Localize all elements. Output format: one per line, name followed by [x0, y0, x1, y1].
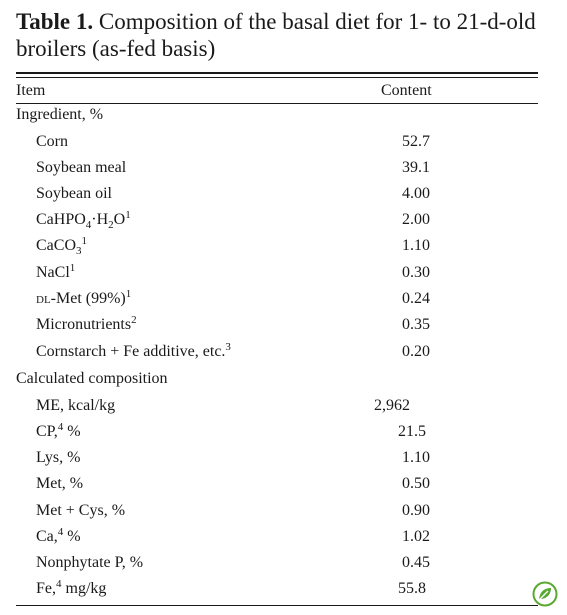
table-row — [0, 133, 567, 159]
row-value: 1.10 — [402, 449, 430, 466]
table-row — [0, 343, 567, 369]
row-value: 0.45 — [402, 554, 430, 571]
row-label: Nonphytate P, % — [36, 554, 144, 571]
row-label: Cornstarch + Fe additive, etc.$^3$ — [36, 341, 231, 360]
row-label: CaCO$_3^1$ — [36, 235, 87, 257]
column-header-item: Item — [16, 82, 46, 99]
row-value: 39.1 — [402, 159, 430, 176]
row-value: 1.10 — [402, 237, 430, 254]
table-caption — [16, 8, 546, 62]
table-row — [0, 502, 567, 528]
row-label: Micronutrients$^2$ — [36, 314, 137, 333]
row-label: Lys, % — [36, 449, 81, 466]
table-row — [0, 316, 567, 342]
row-value: 4.00 — [402, 185, 430, 202]
table-row — [0, 475, 567, 501]
top-rule-thin — [16, 77, 538, 78]
row-value: 0.90 — [402, 502, 430, 519]
row-value: 21.5 — [398, 423, 426, 440]
table-label: Table 1. — [16, 9, 94, 34]
row-label: Soybean meal — [36, 159, 127, 176]
table-title: Composition of the basal diet for 1- to 21-d-old broilers (as-fed basis) — [16, 9, 536, 61]
table-row — [0, 211, 567, 237]
row-value: 0.50 — [402, 475, 430, 492]
table-row — [0, 290, 567, 316]
row-value: 2.00 — [402, 211, 430, 228]
row-label: $CaHPO_4\cdot H_2O^1$ — [36, 209, 131, 231]
row-label: Ca,$^4$ % — [36, 526, 81, 545]
table-row — [0, 397, 567, 423]
table-row — [0, 237, 567, 263]
row-label: Met + Cys, % — [36, 502, 126, 519]
row-label: Fe,$^4$ mg/kg — [36, 578, 107, 597]
table-row — [0, 185, 567, 211]
row-label: Met, % — [36, 475, 84, 492]
table-row — [0, 449, 567, 475]
row-value: 0.30 — [402, 264, 430, 281]
header-rule — [16, 103, 538, 104]
bottom-rule — [16, 605, 538, 606]
row-label: CP,$^4$ % — [36, 421, 81, 440]
row-value: 0.20 — [402, 343, 430, 360]
table-row — [0, 554, 567, 580]
row-label: dl-Met $(99\%)^1$ — [36, 288, 132, 307]
leaf-logo-icon — [532, 581, 558, 607]
row-value: 1.02 — [402, 528, 430, 545]
top-rule — [16, 72, 538, 74]
row-label: ME, kcal/kg — [36, 397, 116, 414]
table-row — [0, 528, 567, 554]
section-title: Ingredient, % — [16, 106, 104, 123]
row-label: Corn — [36, 133, 68, 150]
row-label: NaCl$^1$ — [36, 262, 76, 281]
section-heading-ingredients — [0, 106, 567, 132]
row-value: 0.35 — [402, 316, 430, 333]
row-label: Soybean oil — [36, 185, 112, 202]
row-value: 0.24 — [402, 290, 430, 307]
table-row — [0, 423, 567, 449]
row-value: 52.7 — [402, 133, 430, 150]
table-row — [0, 159, 567, 185]
section-title: Calculated composition — [16, 370, 168, 387]
section-heading-calculated — [0, 370, 567, 396]
table-row — [0, 580, 567, 606]
row-value: 55.8 — [398, 580, 426, 597]
row-value: 2,962 — [374, 397, 410, 414]
table-row — [0, 264, 567, 290]
column-header-content: Content — [381, 82, 432, 99]
